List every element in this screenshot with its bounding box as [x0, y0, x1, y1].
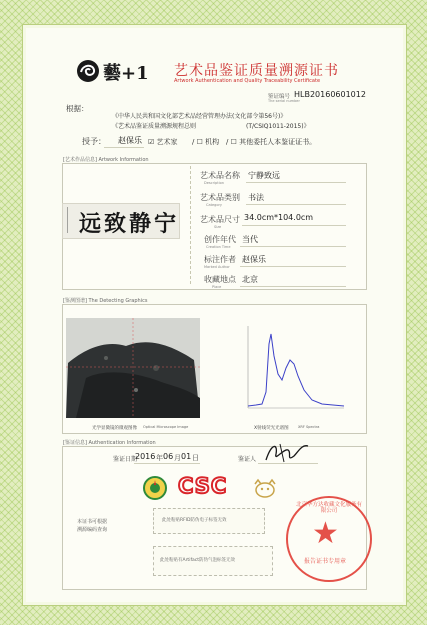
xrf-spectrum-plot: [240, 320, 350, 416]
field-underline: [242, 225, 346, 226]
stamp-company-text: 北京华方达收藏文化服务有限公司: [296, 502, 363, 514]
field-value-size: 34.0cm*104.0cm: [244, 213, 314, 222]
field-label-description-en: Description: [204, 181, 224, 185]
auth-date-month: 06: [163, 452, 174, 461]
field-value-category: 书法: [248, 193, 264, 202]
field-value-marked-author: 赵保乐: [242, 255, 266, 264]
field-label-marked-author-en: Marked Author: [204, 265, 230, 269]
rfid-label-text: 此处粘贴RFID防伪电子标签无效: [162, 518, 227, 523]
field-label-category-en: Category: [206, 203, 222, 207]
microscope-image-texture: [66, 318, 200, 418]
certificate-title-en: Artwork Authentication and Quality Traceability Certificate: [174, 78, 321, 84]
stamp-star-icon: ★: [312, 516, 339, 551]
artwork-info-divider: [190, 166, 191, 284]
field-label-place-en: Place: [212, 285, 222, 289]
bubble-label-box: [153, 546, 273, 576]
field-underline: [246, 204, 346, 205]
graphics-section-label: [鉴测图谱] The Detecting Graphics: [63, 298, 148, 304]
auth-date-label: 鉴证日期: [113, 456, 138, 463]
auth-date-day: 01: [181, 452, 192, 461]
field-label-place: 收藏地点: [204, 275, 236, 284]
rfid-label-box: [153, 508, 265, 534]
artwork-info-section-label: [艺术作品信息] Artwork Information: [63, 157, 149, 163]
auth-section-label: [鉴证信息] Authentication Information: [63, 440, 156, 446]
certificate-title: 艺术品鉴证质量溯源证书: [174, 63, 339, 79]
logo-text: 藝+1: [103, 63, 149, 84]
auth-date-month-unit: 月: [174, 454, 181, 462]
logo-swirl-icon: [75, 58, 101, 84]
csc-logo: CSC: [178, 474, 228, 498]
field-label-category: 艺术品类别: [200, 193, 240, 202]
microscope-caption-en: Optical Microscope Image: [143, 425, 189, 429]
field-underline: [240, 286, 346, 287]
xrf-spectrum-chart: [240, 320, 350, 416]
basis-line-2-code: (T/CSIQ1011-2015)》: [246, 123, 310, 130]
xrf-caption: X射线荧光光谱图: [254, 426, 289, 431]
left-note-line-1: 本证书可根据: [77, 519, 108, 525]
xrf-spectrum-line: [248, 334, 344, 406]
field-label-creation-time: 创作年代: [204, 235, 236, 244]
microscope-image: [66, 318, 200, 418]
auth-date-year: 2016: [135, 452, 156, 461]
serial-label-en: The serial number: [268, 99, 300, 103]
grant-option-other: / ☐ 其他委托人本鉴证证书。: [226, 138, 317, 146]
field-value-place: 北京: [242, 275, 258, 284]
company-stamp: [286, 496, 372, 582]
grantee-name: 赵保乐: [118, 136, 142, 145]
field-underline: [240, 246, 346, 247]
field-label-size-en: Size: [214, 225, 222, 229]
serial-value: HLB20160601012: [294, 90, 366, 99]
field-label-marked-author: 标注作者: [204, 255, 236, 264]
grant-option-institution: / ☐ 机构: [192, 138, 220, 146]
basis-line-2: 《艺术品鉴证质量溯源规程总则: [112, 123, 197, 130]
auth-date-year-unit: 年: [156, 454, 163, 462]
field-label-description: 艺术品名称: [200, 171, 240, 180]
grant-option-artist: ☑ 艺术家: [148, 138, 178, 146]
auth-signer-label: 鉴证人: [238, 456, 257, 463]
auth-date-day-unit: 日: [192, 454, 199, 462]
crab-emblem-icon: [252, 476, 278, 500]
field-value-description: 宁静致远: [248, 171, 280, 180]
xrf-caption-en: XRF Spectra: [298, 425, 320, 429]
field-value-creation-time: 当代: [242, 235, 258, 244]
grantee-underline: [104, 147, 144, 148]
basis-label: 根据：: [66, 104, 89, 113]
field-underline: [246, 182, 346, 183]
field-label-size: 艺术品尺寸: [200, 215, 240, 224]
grant-label: 授予：: [82, 137, 106, 146]
bubble-label-text: 此处粘贴有Artifact防伪气泡标签无效: [160, 558, 236, 563]
auth-date-underline: [134, 463, 200, 464]
field-label-creation-time-en: Creation Time: [206, 245, 231, 249]
serial-label: 鉴证编号: [268, 94, 291, 100]
basis-line-1: 《中华人民共和国文化部艺术品经营管理办法(文化部令第56号)》: [112, 113, 287, 120]
field-underline: [240, 266, 346, 267]
logo: [75, 58, 155, 84]
left-note-line-2: 溯源编码查询: [77, 527, 108, 533]
artwork-seal-column: [67, 207, 78, 233]
artwork-calligraphy-text: 远致静宁: [79, 211, 180, 237]
artwork-image: [62, 203, 180, 239]
emblem-icon: [143, 476, 167, 500]
stamp-sub-text: 报告证书专用章: [304, 558, 347, 565]
microscope-caption: 光学显微镜的微观图像: [92, 426, 137, 431]
auth-signer-underline: [258, 463, 318, 464]
